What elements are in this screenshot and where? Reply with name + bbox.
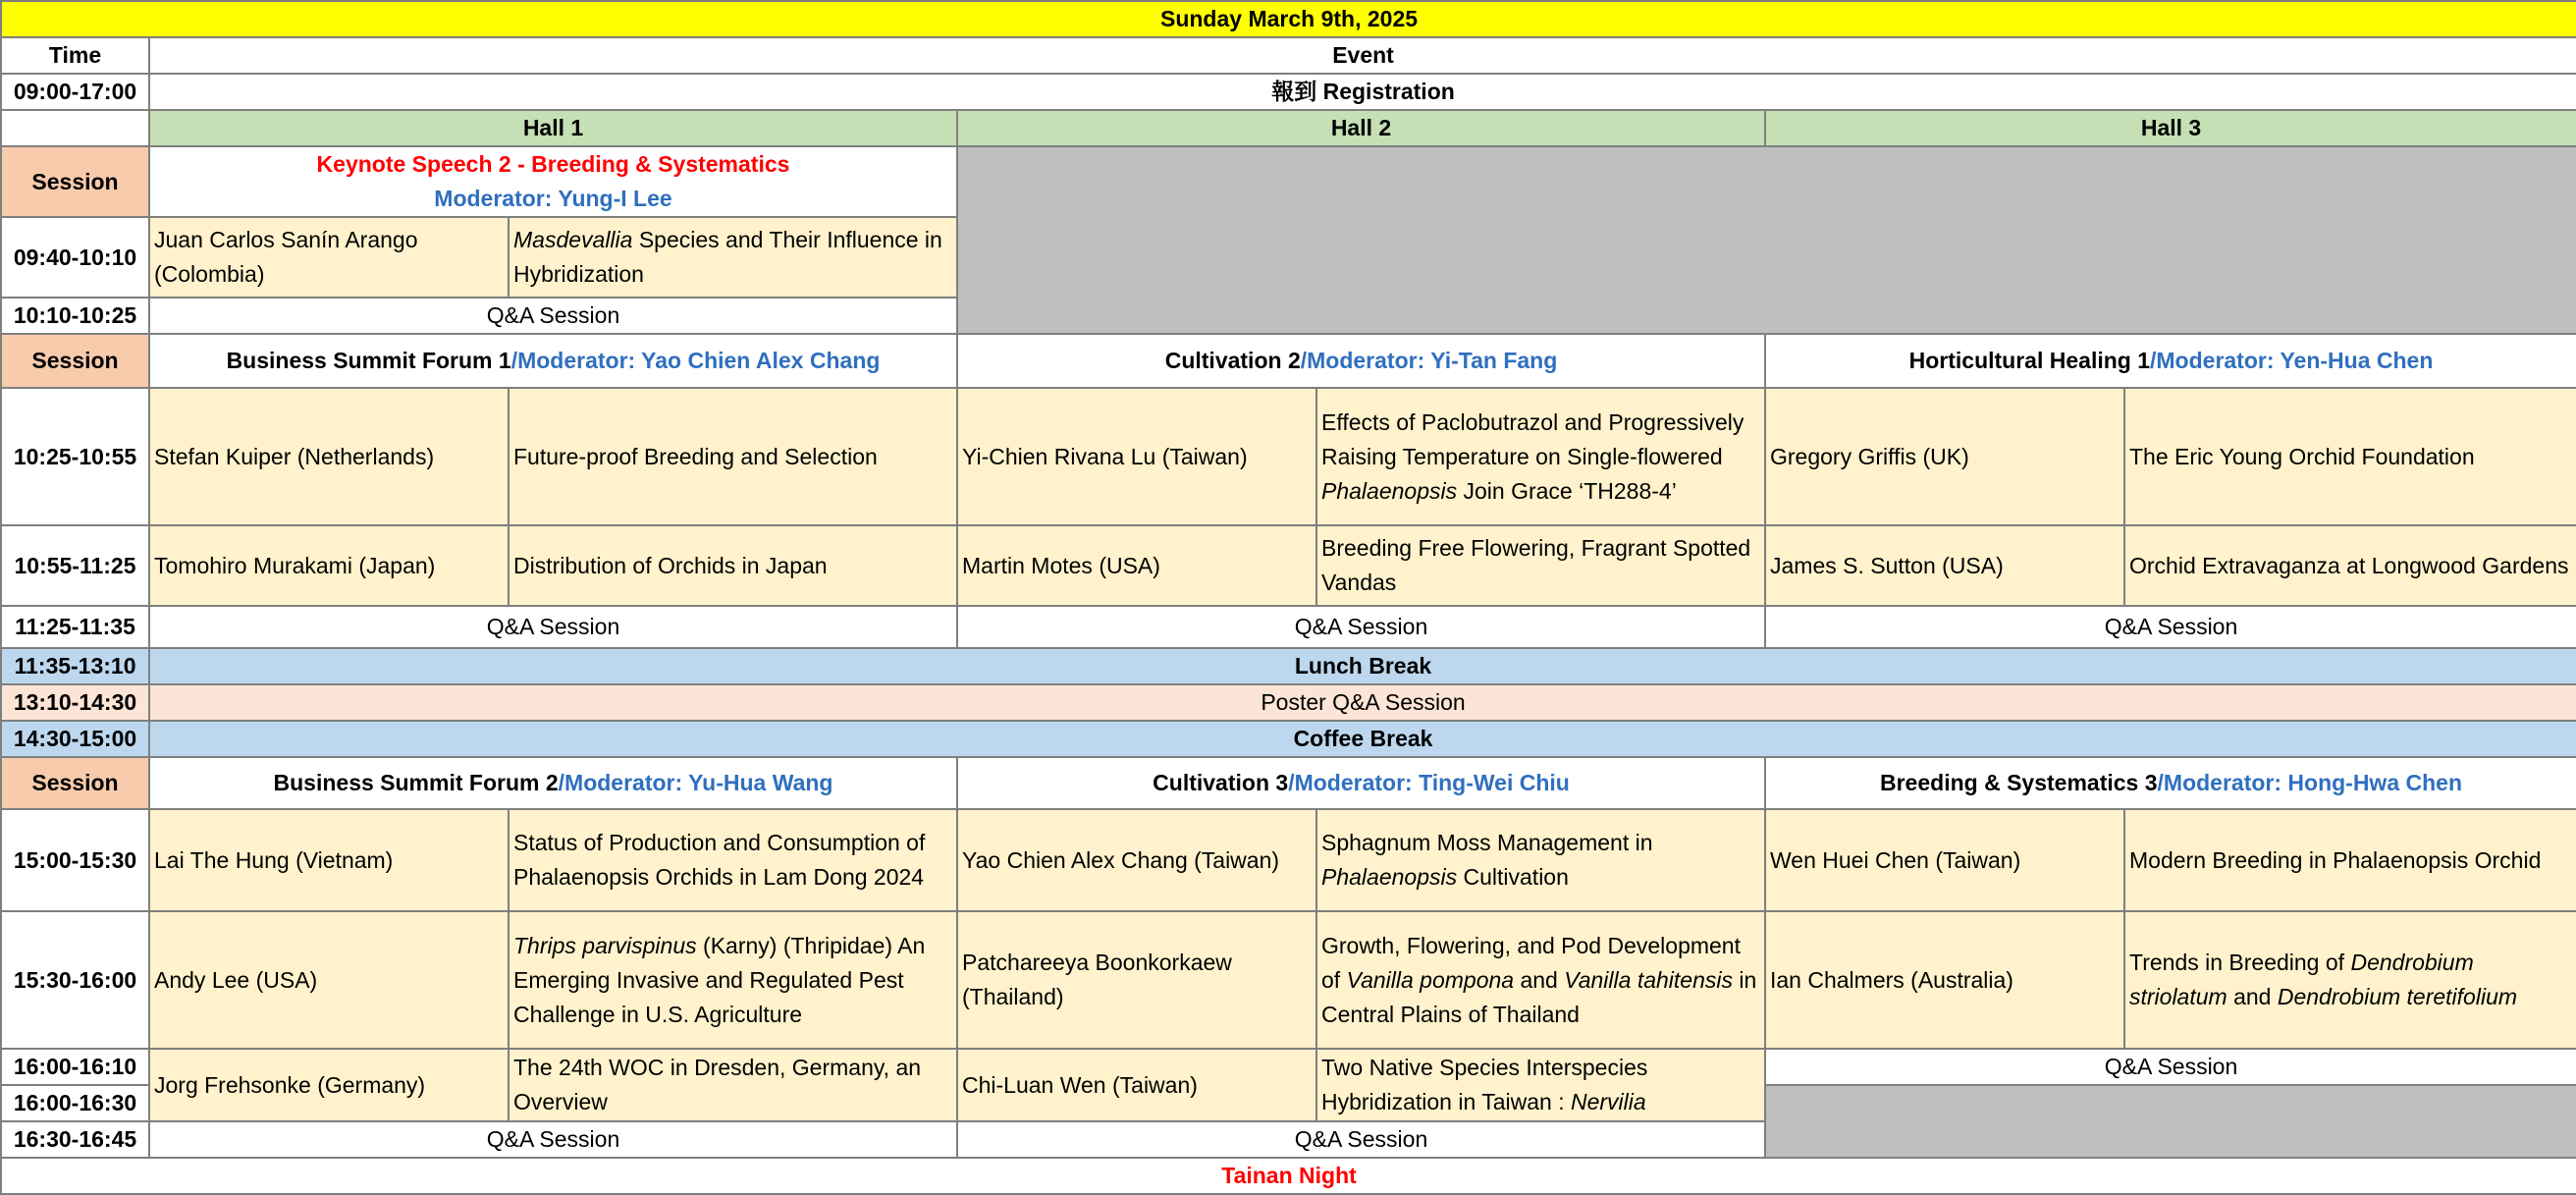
session-name: Breeding & Systematics 3 [1880,770,2158,795]
qa-session: Q&A Session [957,1121,1765,1158]
talk-title-italic: Dendrobium teretifolium [2277,984,2518,1009]
registration-label: 報到 Registration [149,74,2576,110]
time-cell: 10:10-10:25 [1,298,149,334]
coffee-break: Coffee Break [149,721,2576,757]
talk-title-text: Effects of Paclobutrazol and Progressively Raising Temperature on Single-flowered [1321,408,1744,469]
talk-title-text: Sphagnum Moss Management in [1321,830,1653,855]
speaker-cell: Jorg Frehsonke (Germany) [149,1049,509,1121]
session-label: Session [1,334,149,388]
day-title: Sunday March 9th, 2025 [1,1,2576,37]
qa-session: Q&A Session [1765,606,2576,648]
speaker-cell: Patchareeya Boonkorkaew (Thailand) [957,911,1316,1049]
time-cell: 09:00-17:00 [1,74,149,110]
speaker-cell: Andy Lee (USA) [149,911,509,1049]
session-name: Horticultural Healing 1 [1908,348,2150,373]
talk-title-text: Cultivation [1457,864,1569,890]
speaker-cell: Juan Carlos Sanín Arango (Colombia) [149,217,509,298]
tainan-night: Tainan Night [1,1158,2576,1194]
session-name: Cultivation 2 [1164,348,1301,373]
talk-title-cell: Status of Production and Consumption of Phalaenopsis Orchids in Lam Dong 2024 [509,809,957,911]
talk-title-text: Two Native Species Interspecies Hybridization in Taiwan : [1321,1055,1648,1114]
session-header-hall-3 [1765,334,2576,388]
talk-title-cell: Distribution of Orchids in Japan [509,525,957,606]
speaker-cell: Yi-Chien Rivana Lu (Taiwan) [957,388,1316,525]
talk-title-cell: The 24th WOC in Dresden, Germany, an Overview [509,1049,957,1121]
session-moderator: /Moderator: Yu-Hua Wang [558,770,833,795]
time-cell: 14:30-15:00 [1,721,149,757]
time-cell: 16:30-16:45 [1,1121,149,1158]
session-label: Session [1,757,149,809]
talk-title-text: (Karny) (Thripidae) An Emerging Invasive and Regulated Pest Challenge in U.S. Agriculture [513,932,926,1027]
session-name: Business Summit Forum 2 [273,770,559,795]
session-moderator: /Moderator: Yen-Hua Chen [2150,348,2434,373]
qa-session: Q&A Session [149,298,957,334]
speaker-cell: Wen Huei Chen (Taiwan) [1765,809,2124,911]
talk-title-italic: Thrips parvispinus [513,932,697,958]
qa-session: Q&A Session [957,606,1765,648]
session-header-hall-2 [957,757,1765,809]
talk-title-text: Join Grace ‘TH288-4’ [1457,477,1677,504]
qa-session: Q&A Session [1765,1049,2576,1085]
time-cell: 10:55-11:25 [1,525,149,606]
speaker-cell: Gregory Griffis (UK) [1765,388,2124,525]
session-moderator: /Moderator: Yao Chien Alex Chang [510,348,881,373]
time-cell: 16:00-16:10 [1,1049,149,1085]
session-header-hall-2 [957,334,1765,388]
talk-title-cell: Future-proof Breeding and Selection [509,388,957,525]
speaker-cell: Tomohiro Murakami (Japan) [149,525,509,606]
time-header: Time [1,37,149,74]
session-moderator: /Moderator: Hong-Hwa Chen [2157,770,2463,795]
talk-title-cell [509,217,957,298]
talk-title-cell: The Eric Young Orchid Foundation [2124,388,2576,525]
time-cell: 09:40-10:10 [1,217,149,298]
time-cell: 15:30-16:00 [1,911,149,1049]
session-header-hall-1 [149,757,957,809]
talk-title-cell [509,911,957,1049]
talk-title-cell: Orchid Extravaganza at Longwood Gardens [2124,525,2576,606]
blank-cell [1,110,149,146]
time-cell: 15:00-15:30 [1,809,149,911]
talk-title-text: Species and Their Influence in Hybridization [513,227,942,287]
speaker-cell: Chi-Luan Wen (Taiwan) [957,1049,1316,1121]
empty-block [1765,1085,2576,1158]
keynote-title: Keynote Speech 2 - Breeding & Systematics [316,151,790,177]
keynote-moderator: Moderator: Yung-I Lee [434,186,672,211]
talk-title-text: in Central Plains of Thailand [1321,966,1757,1027]
hall-1-header: Hall 1 [149,110,957,146]
talk-title-cell: Modern Breeding in Phalaenopsis Orchid [2124,809,2576,911]
empty-block [957,146,2576,334]
time-cell: 16:00-16:30 [1,1085,149,1121]
talk-title-italic: Vanilla tahitensis [1564,966,1733,993]
talk-title-italic: Phalaenopsis [1321,864,1458,890]
qa-session: Q&A Session [149,1121,957,1158]
speaker-cell: Yao Chien Alex Chang (Taiwan) [957,809,1316,911]
talk-title-cell [1316,1049,1765,1121]
session-moderator: /Moderator: Ting-Wei Chiu [1288,770,1570,795]
lunch-break: Lunch Break [149,648,2576,684]
event-header: Event [149,37,2576,74]
speaker-cell: Lai The Hung (Vietnam) [149,809,509,911]
talk-title-italic: Phalaenopsis [1321,477,1458,504]
talk-title-italic: Masdevallia [513,227,633,252]
time-cell: 13:10-14:30 [1,684,149,721]
time-cell: 11:25-11:35 [1,606,149,648]
talk-title-cell [1316,388,1765,525]
talk-title-text: and [1514,966,1565,993]
qa-session: Q&A Session [149,606,957,648]
time-cell: 11:35-13:10 [1,648,149,684]
talk-title-cell: Breeding Free Flowering, Fragrant Spotted Vandas [1316,525,1765,606]
talk-title-italic: Nervilia [1570,1089,1646,1114]
talk-title-italic: Dendrobium striolatum [2129,950,2474,1009]
speaker-cell: Ian Chalmers (Australia) [1765,911,2124,1049]
speaker-cell: Martin Motes (USA) [957,525,1316,606]
keynote-session-header [149,146,957,217]
talk-title-cell [1316,911,1765,1049]
talk-title-cell [1316,809,1765,911]
speaker-cell: James S. Sutton (USA) [1765,525,2124,606]
talk-title-italic: Vanilla pompona [1346,966,1515,993]
talk-title-text: and [2227,984,2278,1009]
session-moderator: /Moderator: Yi-Tan Fang [1300,348,1558,373]
hall-2-header: Hall 2 [957,110,1765,146]
talk-title-cell [2124,911,2576,1049]
session-name: Business Summit Forum 1 [226,348,511,373]
talk-title-text: Trends in Breeding of [2129,950,2351,975]
session-label: Session [1,146,149,217]
session-header-hall-3 [1765,757,2576,809]
speaker-cell: Stefan Kuiper (Netherlands) [149,388,509,525]
poster-qa-session: Poster Q&A Session [149,684,2576,721]
session-name: Cultivation 3 [1153,770,1289,795]
hall-3-header: Hall 3 [1765,110,2576,146]
time-cell: 10:25-10:55 [1,388,149,525]
session-header-hall-1 [149,334,957,388]
talk-title-text: Growth, Flowering, and Pod Development of [1321,932,1741,993]
